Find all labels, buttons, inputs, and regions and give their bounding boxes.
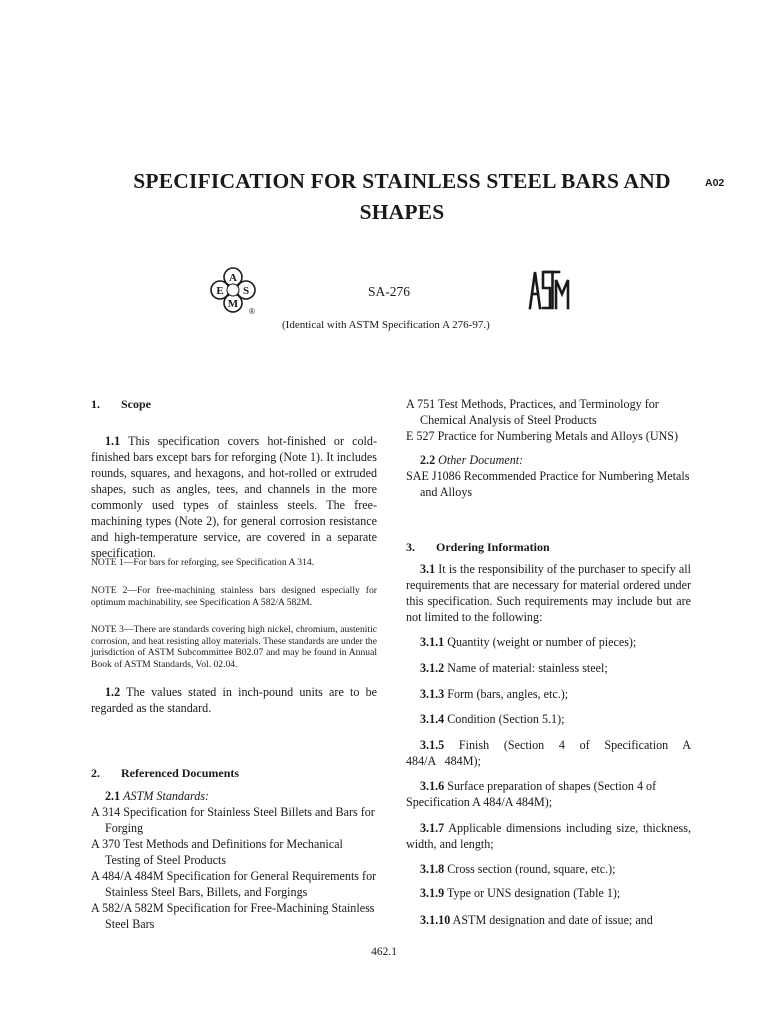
logo-letter-s: S (242, 285, 250, 297)
paragraph-1-1 (91, 433, 377, 561)
paragraph-2-1 (91, 788, 377, 804)
section-1-heading (91, 396, 377, 412)
document-number: SA-276 (368, 284, 411, 299)
ordering-item: 3.1.7 Applicable dimensions including size, thickness, width, and length; (406, 821, 691, 851)
para-number: 1.2 (105, 685, 121, 699)
document-title (92, 166, 712, 228)
para-text: It is the responsibility of the purchaser to specify all requirements that are necessary for material ordered under this specification. Such requirements may include but are not limited to the following: (406, 562, 691, 624)
sae-reference: SAE J1086 Recommended Practice for Numbering Metals and Alloys (406, 469, 690, 499)
reference-item: A 370 Test Methods and Definitions for Mechanical Testing of Steel Products (91, 837, 343, 867)
asme-logo-icon (206, 264, 260, 318)
para-number: 3.1 (420, 562, 436, 576)
paragraph-3-1 (406, 561, 691, 625)
paragraph-2-2 (406, 452, 691, 468)
ordering-item: 3.1.2 Name of material: stainless steel; (420, 661, 608, 675)
revision-tag: A02 (705, 177, 725, 189)
para-number: 2.1 (105, 789, 121, 803)
reference-item: A 314 Specification for Stainless Steel Billets and Bars for Forging (91, 805, 375, 835)
note-1: NOTE 1—For bars for reforging, see Specification A 314. (91, 557, 315, 568)
reference-item: A 484/A 484M Specification for General Requirements for Stainless Steel Bars, Billets, and Forgings (91, 869, 377, 899)
ordering-item: 3.1.3 Form (bars, angles, etc.); (420, 687, 569, 701)
para-number: 2.2 (420, 453, 436, 467)
logo-letter-m: M (227, 298, 239, 310)
title-line-1: SPECIFICATION FOR STAINLESS STEEL BARS AND (133, 169, 671, 193)
section-title: Referenced Documents (121, 766, 240, 780)
ordering-item: 3.1.9 Type or UNS designation (Table 1); (420, 886, 621, 900)
ordering-item: 3.1.5 Finish (Section 4 of Specification A 484/A 484M); (406, 738, 691, 768)
reference-item: A 582/A 582M Specification for Free-Machining Stainless Steel Bars (91, 901, 375, 931)
page-number: 462.1 (371, 946, 397, 958)
ordering-item: 3.1.1 Quantity (weight or number of pieces); (420, 635, 637, 649)
ordering-item: 3.1.8 Cross section (round, square, etc.); (420, 862, 616, 876)
astm-reference-list-continued (406, 396, 691, 444)
paragraph-1-2 (91, 684, 377, 716)
para-text: The values stated in inch-pound units are to be regarded as the standard. (91, 685, 377, 715)
registered-mark: ® (249, 307, 255, 316)
reference-item: E 527 Practice for Numbering Metals and Alloys (UNS) (406, 429, 679, 443)
ordering-item: 3.1.4 Condition (Section 5.1); (420, 712, 565, 726)
identical-with-note: (Identical with ASTM Specification A 276-97.) (282, 319, 490, 331)
section-title: Scope (121, 397, 151, 411)
section-title: Ordering Information (436, 540, 550, 554)
astm-logo-icon (526, 268, 572, 312)
section-3-heading (406, 539, 691, 555)
section-number: 2. (91, 766, 100, 780)
note-2: NOTE 2—For free-machining stainless bars designed especially for optimum machinability, see Specification A 582/A 582M. (91, 585, 377, 608)
para-label: ASTM Standards: (123, 789, 210, 803)
logo-letter-e: E (216, 285, 224, 297)
logo-letter-a: A (229, 272, 237, 284)
section-number: 3. (406, 540, 415, 554)
ordering-item: 3.1.6 Surface preparation of shapes (Section 4 of Specification A 484/A 484M); (406, 779, 657, 809)
astm-reference-list (91, 804, 377, 932)
astm-logo-text: ASTM (526, 268, 529, 269)
para-number: 1.1 (105, 434, 121, 448)
note-3: NOTE 3—There are standards covering high nickel, chromium, austenitic corrosion, and heat resisting alloy materials. These standards are under the jurisdiction of ASTM Subcommittee B02.07 and may be found in Annual Book of ASTM Standards, Vol. 02.04. (91, 624, 377, 670)
title-line-2: SHAPES (359, 200, 445, 224)
section-number: 1. (91, 397, 100, 411)
section-2-heading (91, 765, 377, 781)
reference-item: A 751 Test Methods, Practices, and Terminology for Chemical Analysis of Steel Products (406, 397, 659, 427)
para-label: Other Document: (438, 453, 524, 467)
ordering-item: 3.1.10 ASTM designation and date of issue; and (420, 913, 653, 927)
para-text: This specification covers hot-finished or cold-finished bars except bars for reforging (Note 1). It includes rounds, squares, and hexagons, and hot-rolled or extruded shapes, such as angles, tees, and channels in the more commonly used types of stainless steels. The free-machining types (Note 2), for general corrosion resistance and high-temperature service, are covered in a separate specification. (91, 434, 377, 560)
